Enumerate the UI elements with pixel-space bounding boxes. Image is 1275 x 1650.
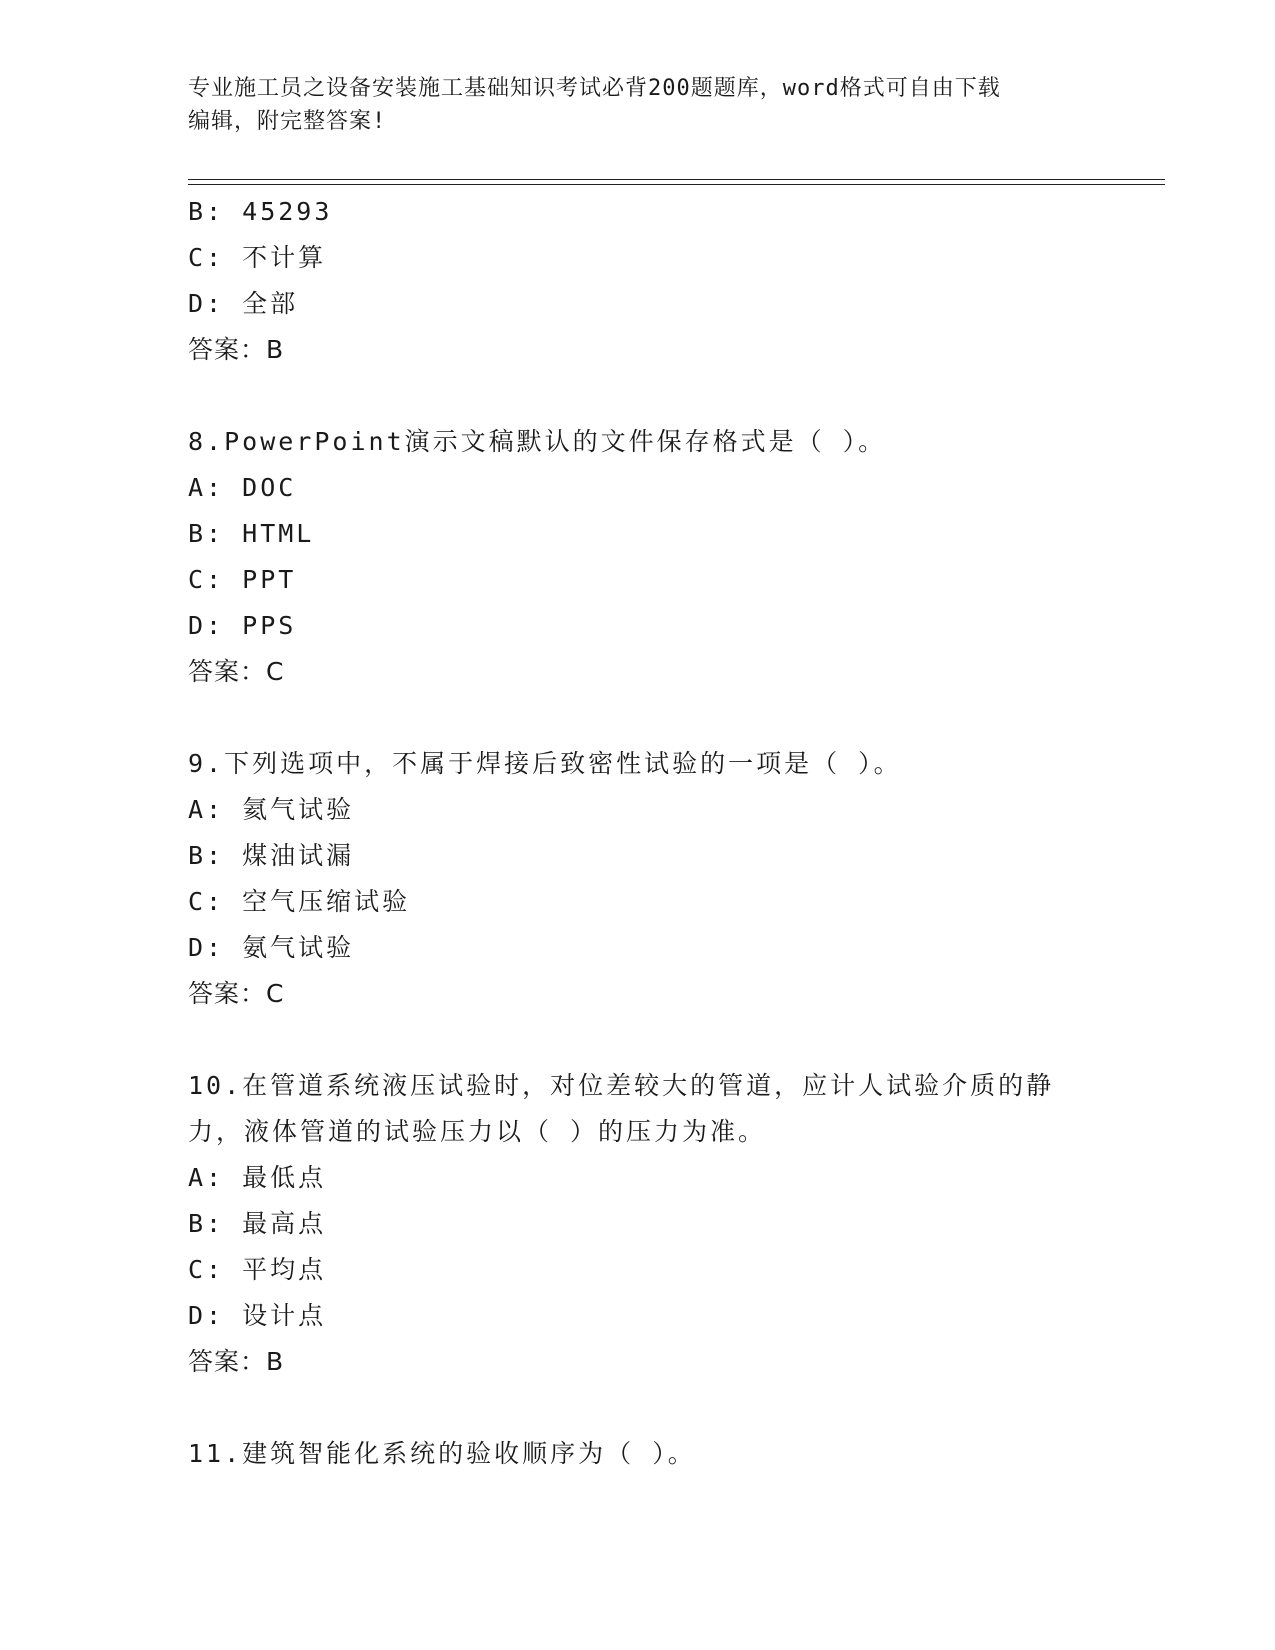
answer: 答案：C: [188, 657, 285, 686]
question-text-line-1: 10.在管道系统液压试验时，对位差较大的管道，应计人试验介质的静: [188, 1071, 1055, 1100]
question-text: 11.建筑智能化系统的验收顺序为（ ）。: [188, 1439, 696, 1468]
option-b: B: 煤油试漏: [188, 841, 355, 870]
header-divider: [188, 179, 1165, 180]
header-line-2: 编辑，附完整答案!: [188, 109, 387, 134]
option-b: B: 最高点: [188, 1209, 327, 1238]
spacer: [188, 695, 1088, 741]
header-line-1: 专业施工员之设备安装施工基础知识考试必背200题题库，word格式可自由下载: [188, 76, 1001, 101]
question-11: [188, 1431, 1088, 1477]
header-divider-second: [188, 184, 1165, 185]
spacer: [188, 1017, 1088, 1063]
option-d: D: PPS: [188, 611, 297, 640]
option-d: D: 氨气试验: [188, 933, 355, 962]
answer: 答案：B: [188, 335, 285, 364]
option-b: B: HTML: [188, 519, 315, 548]
question-8: [188, 419, 1088, 695]
question-7-tail: [188, 189, 1088, 373]
option-d: D: 设计点: [188, 1301, 327, 1330]
question-text: 9.下列选项中，不属于焊接后致密性试验的一项是（ ）。: [188, 749, 902, 778]
question-list: [188, 189, 1088, 1477]
option-a: A: 氦气试验: [188, 795, 355, 824]
option-c: C: PPT: [188, 565, 297, 594]
answer: 答案：C: [188, 979, 285, 1008]
spacer: [188, 1385, 1088, 1431]
option-c: C: 平均点: [188, 1255, 327, 1284]
option-d: D: 全部: [188, 289, 299, 318]
question-text: 8.PowerPoint演示文稿默认的文件保存格式是（ ）。: [188, 427, 887, 456]
option-b: B: 45293: [188, 197, 333, 226]
question-9: [188, 741, 1088, 1017]
question-10: [188, 1063, 1088, 1385]
option-c: C: 不计算: [188, 243, 327, 272]
answer: 答案：B: [188, 1347, 285, 1376]
option-a: A: 最低点: [188, 1163, 327, 1192]
option-a: A: DOC: [188, 473, 297, 502]
option-c: C: 空气压缩试验: [188, 887, 411, 916]
question-text-line-2: 力，液体管道的试验压力以（ ）的压力为准。: [188, 1117, 767, 1146]
spacer: [188, 373, 1088, 419]
document-header: [188, 72, 1088, 138]
